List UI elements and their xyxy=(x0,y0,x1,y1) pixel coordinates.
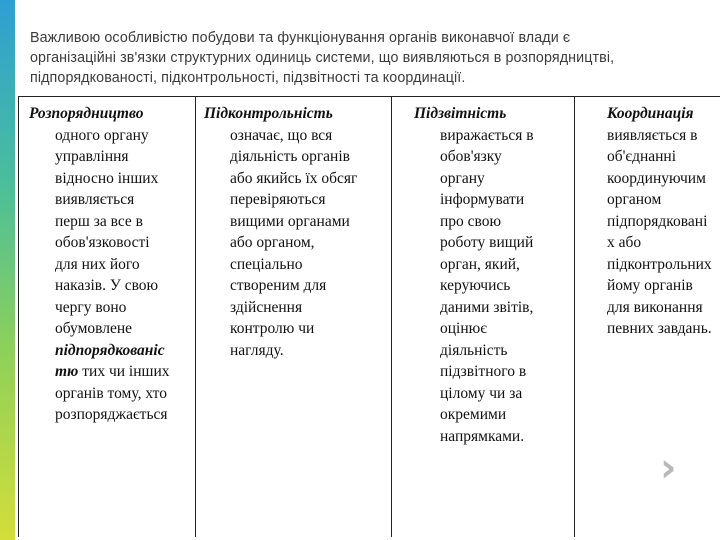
chevron-right-icon[interactable]: › xyxy=(660,445,677,491)
column-line: обов'язковості xyxy=(55,234,150,251)
column-line: діяльність органів xyxy=(230,148,350,165)
column-term: Підзвітність xyxy=(414,105,507,122)
column-line: підпорядковані xyxy=(607,212,708,230)
column-line: виявляється xyxy=(55,191,135,208)
column-line: йому органів xyxy=(607,277,693,294)
column-line: органом xyxy=(607,191,662,208)
column-line: обов'язку xyxy=(440,148,502,165)
column-line: оцінює xyxy=(440,320,487,337)
column-line: орган, який, xyxy=(440,255,520,273)
column-line: цілому чи за xyxy=(440,384,523,402)
column-line: окремими xyxy=(440,406,507,423)
column-bold-term: підпорядкованіс xyxy=(55,341,165,359)
column-line: роботу вищий xyxy=(440,234,534,251)
column-pidkontrolnist xyxy=(196,97,392,537)
column-line: наказів. У свою xyxy=(55,277,159,294)
column-line: одного органу xyxy=(55,126,149,144)
column-line: органів тому, хто xyxy=(55,384,167,402)
column-bold-term: тю xyxy=(55,363,79,380)
column-line: нагляду. xyxy=(230,341,284,359)
column-line: розпоряджається xyxy=(55,406,168,423)
column-pidzvitnist xyxy=(392,97,575,537)
decorative-side-bar xyxy=(0,0,15,540)
column-line: керуючись xyxy=(440,277,511,294)
column-line: про свою xyxy=(440,212,502,230)
column-line: перевіряються xyxy=(230,191,326,208)
column-line: або якийсь їх обсяг xyxy=(230,169,358,187)
column-line: для них його xyxy=(55,255,140,273)
column-term: Координація xyxy=(607,105,694,122)
column-line: підзвітного в xyxy=(440,363,527,380)
column-line: для виконання xyxy=(607,298,703,316)
relations-table xyxy=(18,96,720,537)
column-line: інформувати xyxy=(440,191,525,208)
intro-line: організаційні зв'язки структурних одиниць системи, що виявляються в розпорядництві, xyxy=(30,50,615,66)
column-line: об'єднанні xyxy=(607,148,677,165)
column-line: виражається в xyxy=(440,126,534,144)
column-line: створеним для xyxy=(230,277,327,294)
column-line: або органом, xyxy=(230,234,315,251)
intro-line: Важливою особливістю побудови та функціонування органів виконавчої влади є xyxy=(30,30,571,46)
column-line: здійснення xyxy=(230,298,303,316)
column-line: тих чи інших xyxy=(82,363,170,380)
intro-paragraph xyxy=(30,28,710,88)
column-line: даними звітів, xyxy=(440,298,534,316)
column-line: означає, що вся xyxy=(230,126,333,144)
column-line: чергу воно xyxy=(55,298,127,316)
column-line: контролю чи xyxy=(230,320,315,337)
column-line: вищими органами xyxy=(230,212,350,230)
column-line: координуючим xyxy=(607,169,706,187)
column-line: перш за все в xyxy=(55,212,143,230)
column-line: діяльність xyxy=(440,341,508,359)
column-koordynatsiia xyxy=(575,97,720,537)
column-line: відносно інших xyxy=(55,169,159,187)
column-line: х або xyxy=(607,234,642,251)
column-term: Розпорядництво xyxy=(29,105,144,122)
column-line: органу xyxy=(440,169,485,187)
column-line: виявляється в xyxy=(607,126,698,144)
column-line: напрямками. xyxy=(440,427,525,445)
column-term: Підконтрольність xyxy=(204,105,333,122)
column-rozporiadnytstvo xyxy=(19,97,196,537)
column-line: управління xyxy=(55,148,129,165)
column-line: обумовлене xyxy=(55,320,133,337)
intro-line: підпорядкованості, підконтрольності, підзвітності та координації. xyxy=(30,70,466,86)
column-line: певних завдань. xyxy=(607,320,712,337)
column-line: спеціально xyxy=(230,255,303,273)
column-line: підконтрольних xyxy=(607,255,712,273)
